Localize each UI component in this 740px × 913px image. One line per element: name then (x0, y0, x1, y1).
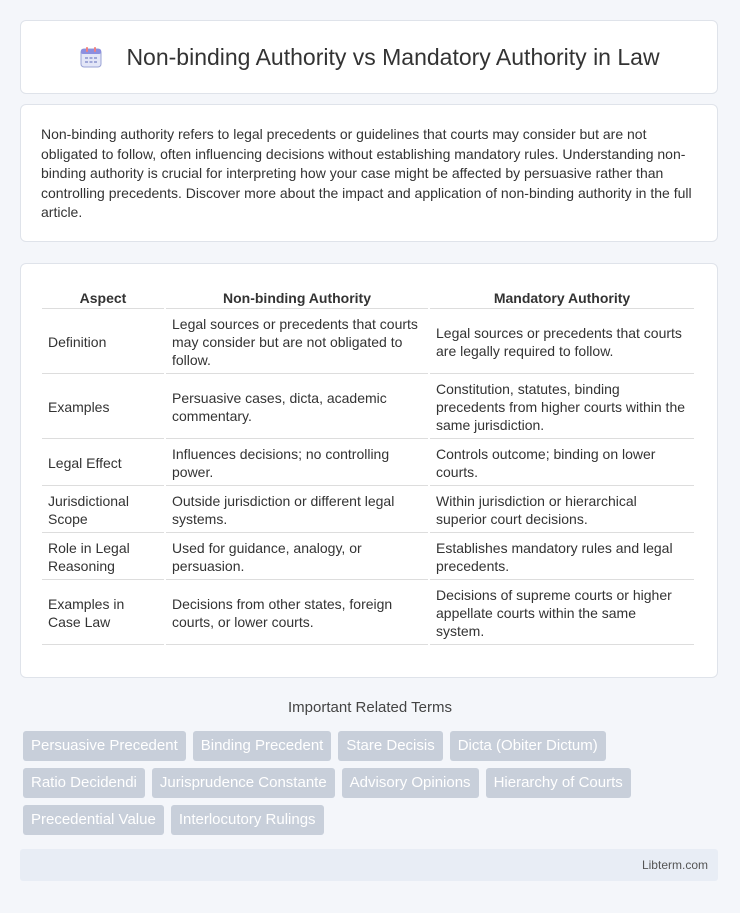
intro-card (20, 104, 718, 242)
cell-non-binding: Influences decisions; no controlling power. (166, 441, 428, 486)
cell-aspect: Role in Legal Reasoning (42, 535, 164, 580)
table-row (42, 488, 694, 533)
related-term-tag[interactable]: Hierarchy of Courts (486, 768, 631, 798)
calendar-icon (78, 44, 104, 70)
page-title: Non-binding Authority vs Mandatory Authority in Law (126, 43, 660, 70)
related-term-tag[interactable]: Binding Precedent (193, 731, 332, 761)
cell-non-binding: Used for guidance, analogy, or persuasion. (166, 535, 428, 580)
cell-aspect: Examples in Case Law (42, 582, 164, 645)
cell-mandatory: Legal sources or precedents that courts are legally required to follow. (430, 311, 694, 374)
comparison-card (20, 263, 718, 678)
table-row (42, 535, 694, 580)
related-terms-list (23, 731, 723, 842)
table-row (42, 582, 694, 645)
cell-mandatory: Within jurisdiction or hierarchical superior court decisions. (430, 488, 694, 533)
cell-aspect: Jurisdictional Scope (42, 488, 164, 533)
related-term-tag[interactable]: Precedential Value (23, 805, 164, 835)
table-row (42, 311, 694, 374)
cell-mandatory: Decisions of supreme courts or higher appellate courts within the same system. (430, 582, 694, 645)
footer (20, 849, 718, 881)
related-term-tag[interactable]: Interlocutory Rulings (171, 805, 324, 835)
related-terms-title: Important Related Terms (288, 699, 452, 716)
cell-non-binding: Legal sources or precedents that courts may consider but are not obligated to follow. (166, 311, 428, 374)
cell-aspect: Legal Effect (42, 441, 164, 486)
related-term-tag[interactable]: Stare Decisis (338, 731, 442, 761)
related-term-tag[interactable]: Advisory Opinions (342, 768, 479, 798)
related-term-tag[interactable]: Dicta (Obiter Dictum) (450, 731, 606, 761)
cell-non-binding: Decisions from other states, foreign courts, or lower courts. (166, 582, 428, 645)
header-mandatory: Mandatory Authority (430, 286, 694, 309)
table-row (42, 441, 694, 486)
cell-mandatory: Establishes mandatory rules and legal precedents. (430, 535, 694, 580)
intro-text: Non-binding authority refers to legal precedents or guidelines that courts may consider but are not obligated to follow, often influencing decisions without establishing mandatory rules. Understanding non-binding authority is crucial for interpreting how your case might be affected by persuasive rather than controlling precedents. Discover more about the impact and application of non-binding authority in the full article. (41, 126, 692, 221)
header-card (20, 20, 718, 94)
comparison-table (40, 284, 696, 647)
table-header-row (42, 286, 694, 309)
related-term-tag[interactable]: Persuasive Precedent (23, 731, 186, 761)
related-term-tag[interactable]: Jurisprudence Constante (152, 768, 335, 798)
cell-non-binding: Outside jurisdiction or different legal systems. (166, 488, 428, 533)
header-non-binding: Non-binding Authority (166, 286, 428, 309)
table-row (42, 376, 694, 439)
cell-aspect: Examples (42, 376, 164, 439)
footer-brand[interactable]: Libterm.com (641, 858, 708, 872)
header-aspect: Aspect (42, 286, 164, 309)
cell-non-binding: Persuasive cases, dicta, academic commentary. (166, 376, 428, 439)
cell-aspect: Definition (42, 311, 164, 374)
cell-mandatory: Constitution, statutes, binding precedents from higher courts within the same jurisdiction. (430, 376, 694, 439)
cell-mandatory: Controls outcome; binding on lower courts. (430, 441, 694, 486)
related-term-tag[interactable]: Ratio Decidendi (23, 768, 145, 798)
